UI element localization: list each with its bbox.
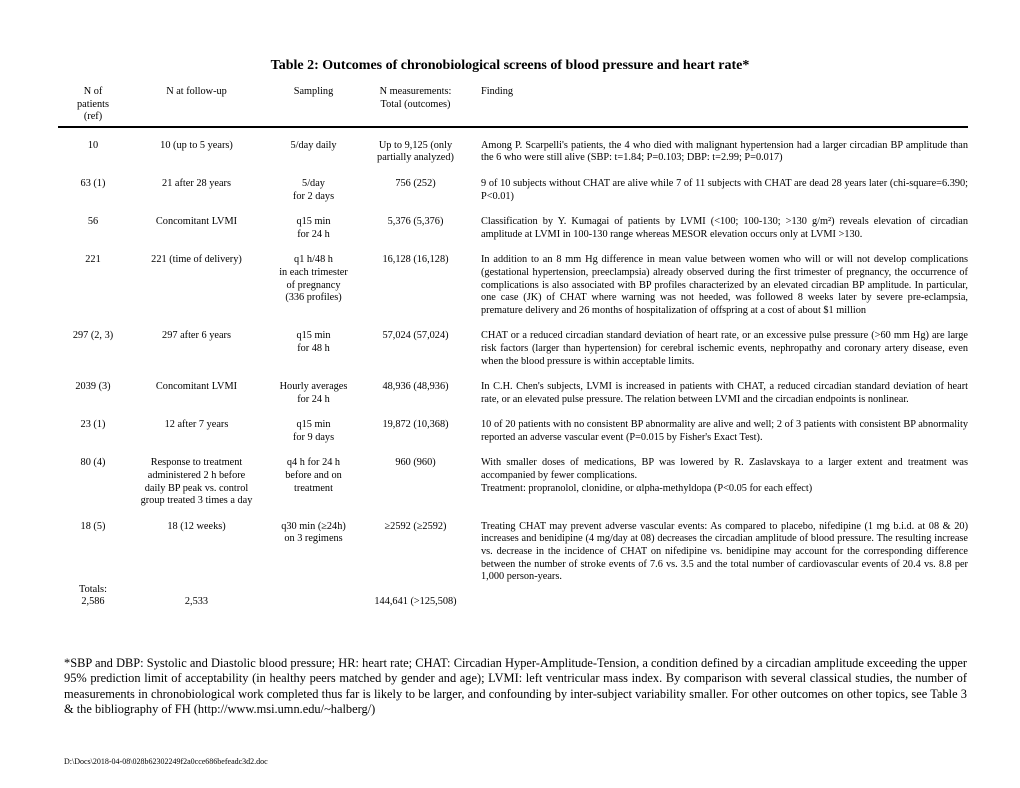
table-row [58,178,968,203]
cell-n-followup: 12 after 7 years [164,419,229,431]
cell-sampling: q15 min for 9 days [292,419,335,443]
footnote: *SBP and DBP: Systolic and Diastolic blood pressure; HR: heart rate; CHAT: Circadian Hyper-Amplitude-Tension, a condition defined by a circadian amplitude exceeding the upper 95% prediction limit of acceptability (in healthy peers matched by gender and age); LVMI: left ventricular mass index. By comparison with several classical studies, the number of measurements in chronobiological work completed thus far is likely to be larger, and confounding by inter-subject variability smaller. For other outcomes on other topics, see Table 3 & the bibliography of FH (http://www.msi.umn.edu/~halberg/) [64,656,967,717]
totals-sampling-empty [265,596,362,609]
row-spacer [58,127,968,140]
table-header-row [58,86,968,127]
cell-n-followup: 10 (up to 5 years) [160,139,233,151]
cell-sampling: 5/day daily [290,139,337,151]
row-spacer [58,444,968,457]
totals-n-measurements: 144,641 (>125,508) [374,596,457,608]
cell-n-patients: 10 [87,139,99,151]
cell-n-measurements: 16,128 (16,128) [382,254,449,266]
cell-finding: With smaller doses of medications, BP was lowered by R. Zaslavskaya to a larger extent and treatment was accompanied by fewer complications. Treatment: propranolol, clonidine, or αlpha-methyldopa (P<0.05 for each effect) [481,457,968,494]
cell-n-patients: 221 [85,254,101,266]
cell-n-patients: 80 (4) [80,457,106,469]
cell-n-measurements: ≥2592 (≥2592) [384,520,447,532]
cell-n-followup: 21 after 28 years [162,177,231,189]
cell-n-measurements: 5,376 (5,376) [387,216,444,228]
cell-sampling: Hourly averages for 24 h [279,381,348,405]
outcomes-table [58,86,968,609]
header-finding: Finding [481,86,514,97]
header-sampling: Sampling [293,86,334,97]
cell-finding: Among P. Scarpelli's patients, the 4 who died with malignant hypertension had a larger circadian BP amplitude than the 6 who were still alive (SBP: t=1.84; P=0.103; DBP: t=2.99; P=0.017) [481,139,968,164]
cell-n-measurements: Up to 9,125 (only partially analyzed) [377,139,454,164]
cell-finding: Treating CHAT may prevent adverse vascular events: As compared to placebo, nifedipine (1 mg b.i.d. at 08 & 20) increases and benidipine (4 mg/day at 08) decreases the circadian amplitude of blood pressure. The resulting increase vs. decrease in the incidence of CHAT on nifedipine vs. benidipine may account for the corresponding difference between the number of stroke events of 7.6 vs. 3.5 and the total number of cardiovascular events of 20.4 vs. 8.8 per 1,000 person-years. [481,520,968,583]
cell-n-followup: 297 after 6 years [162,330,231,342]
table-row [58,140,968,165]
row-spacer [58,368,968,381]
cell-finding: 10 of 20 patients with no consistent BP abnormality are alive and well; 2 of 3 patients with consistent BP abnormality reported an adverse vascular event (P=0.015 by Fisher's Exact Test). [481,419,968,443]
cell-sampling: q1 h/48 h in each trimester of pregnancy (336 profiles) [279,254,348,304]
totals-row [58,596,968,609]
totals-finding-empty [469,596,968,609]
table-row [58,457,968,507]
cell-sampling: q4 h for 24 h before and on treatment [285,457,342,494]
row-spacer [58,317,968,330]
cell-finding: 9 of 10 subjects without CHAT are alive while 7 of 11 subjects with CHAT are dead 28 years later (chi-square=6.390; P<0.01) [481,177,968,202]
cell-n-patients: 18 (5) [80,520,106,532]
row-spacer [58,203,968,216]
cell-sampling: q30 min (≥24h) on 3 regimens [281,520,346,545]
table-row [58,216,968,241]
cell-n-followup: Concomitant LVMI [155,381,238,393]
cell-n-followup: 221 (time of delivery) [151,254,242,266]
cell-finding: In addition to an 8 mm Hg difference in mean value between women who will or will not develop complications (gestational hypertension, preeclampsia) already observed during the first trimester of pregnancy, the occurrence of complications is also associated with BP profiles characterized by an elevated circadian BP amplitude. In particular, one case (JK) of CHAT where warning was not heeded, was followed 8 weeks later by severe pre-eclampsia, premature delivery and 26 months of hospitalization of offspring at a cost of about $1 million [481,254,968,316]
row-spacer [58,406,968,419]
row-spacer [58,508,968,521]
totals-n-followup: 2,533 [184,596,209,608]
header-n-measurements: N measurements: Total (outcomes) [379,86,452,110]
cell-n-patients: 56 [87,216,99,228]
row-spacer [58,165,968,178]
cell-n-measurements: 960 (960) [395,457,436,469]
cell-n-followup: 18 (12 weeks) [167,520,226,532]
totals-label: Totals: [79,583,107,595]
cell-n-patients: 2039 (3) [75,381,111,393]
cell-n-patients: 297 (2, 3) [72,330,114,342]
cell-n-patients: 23 (1) [80,419,106,431]
cell-n-measurements: 756 (252) [395,177,436,189]
cell-finding: In C.H. Chen's subjects, LVMI is increased in patients with CHAT, a reduced circadian standard deviation of heart rate, or an elevated pulse pressure. The relation between LVMI and the circadian endpoints is nonlinear. [481,381,968,405]
cell-finding: Classification by Y. Kumagai of patients by LVMI (<100; 100-130; >130 g/m²) reveals elevation of circadian amplitude at LVMI in 100-130 range whereas MESOR elevation occurs only at LVMI >130. [481,216,968,240]
cell-n-measurements: 19,872 (10,368) [382,419,449,431]
cell-sampling: q15 min for 48 h [296,330,331,354]
cell-sampling: q15 min for 24 h [296,216,331,240]
header-n-patients: N of patients (ref) [76,86,110,123]
cell-n-followup: Response to treatment administered 2 h before daily BP peak vs. control group treated 3 times a day [140,457,253,507]
cell-n-patients: 63 (1) [80,177,106,189]
table-row [58,254,968,317]
table-row [58,419,968,444]
cell-n-measurements: 48,936 (48,936) [382,381,449,393]
table-row [58,381,968,406]
table-row [58,521,968,584]
cell-n-followup: Concomitant LVMI [155,216,238,228]
table-row [58,330,968,368]
totals-label-row [58,584,968,597]
cell-sampling: 5/day for 2 days [292,177,335,202]
cell-finding: CHAT or a reduced circadian standard deviation of heart rate, or an excessive pulse pressure (>60 mm Hg) are large risk factors (larger than hypertension) for cerebral ischemic events, nephropathy and coronary artery disease, even when the blood pressure is within acceptable limits. [481,330,968,367]
table-title: Table 2: Outcomes of chronobiological screens of blood pressure and heart rate* [270,58,750,73]
document-path: D:\Docs\2018-04-08\028b62302249f2a0cce686befeadc3d2.doc [64,757,268,766]
table-body [58,127,968,609]
row-spacer [58,241,968,254]
cell-n-measurements: 57,024 (57,024) [382,330,449,342]
totals-n-patients: 2,586 [81,596,105,608]
header-n-followup: N at follow-up [166,86,227,97]
